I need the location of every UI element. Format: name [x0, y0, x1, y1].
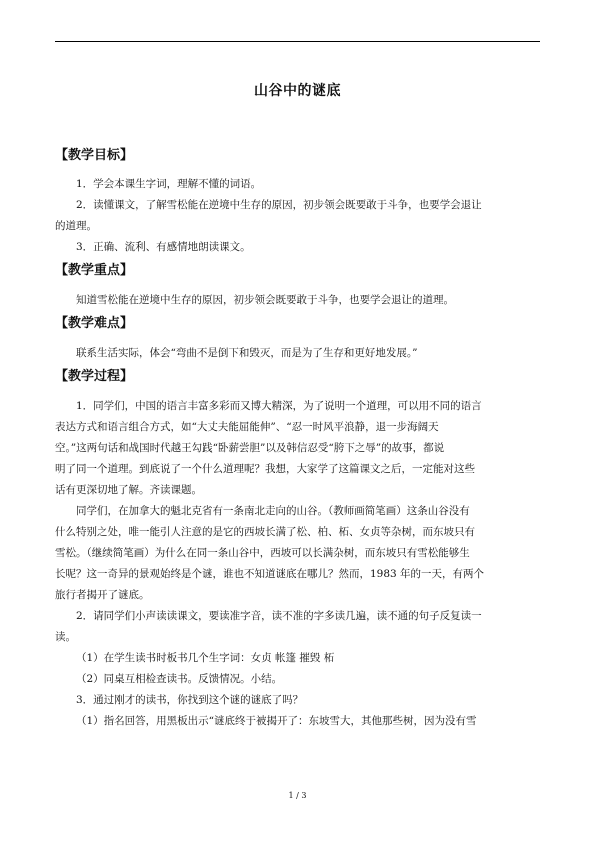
- document-body: [55, 143, 542, 732]
- key-point-text: 知道雪松能在逆境中生存的原因，初步领会既要敢于斗争，也要学会退让的道理。: [76, 294, 454, 306]
- process-line: （2）同桌互相检查读书。反馈情况。小结。: [76, 673, 283, 685]
- process-line: 同学们，在加拿大的魁北克省有一条南北走向的山谷。（教师画简笔画）这条山谷没有: [76, 505, 470, 517]
- page-title: 山谷中的谜底: [254, 83, 341, 99]
- process-line: 明了同一个道理。到底说了一个什么道理呢？我想，大家学了这篇课文之后，一定能对这些: [55, 463, 475, 475]
- goal-item-1: 1．学会本课生字词，理解不懂的词语。: [76, 178, 262, 190]
- goal-item-3: 3．正确、流利、有感情地朗读课文。: [76, 241, 251, 253]
- process-line: （1）指名回答，用黑板出示“谜底终于被揭开了：东坡雪大，其他那些树，因为没有雪: [76, 715, 477, 727]
- process-line: 长呢？这一奇异的景观始终是个谜，谁也不知道谜底在哪儿？然而，1983 年的一天，有两个: [55, 568, 485, 580]
- process-line: 空。”这两句话和战国时代越王勾践“卧薪尝胆”以及韩信忍受“胯下之辱”的故事，都说: [55, 442, 445, 454]
- section-heading-difficulty: 【教学难点】: [55, 316, 134, 331]
- section-heading-key: 【教学重点】: [55, 263, 134, 278]
- goal-item-2-cont: 的道理。: [55, 220, 97, 232]
- process-line: 1．同学们，中国的语言丰富多彩而又博大精深，为了说明一个道理，可以用不同的语言: [76, 400, 482, 412]
- goal-item-2: 2．读懂课文，了解雪松能在逆境中生存的原因，初步领会既要敢于斗争，也要学会退让: [76, 199, 482, 211]
- process-line: 旅行者揭开了谜底。: [55, 589, 150, 601]
- header-rule: [55, 41, 540, 42]
- process-line: 3．通过刚才的读书，你找到这个谜的谜底了吗？: [76, 694, 304, 706]
- process-line: 什么特别之处，唯一能引人注意的是它的西坡长满了松、柏、柘、女贞等杂树，而东坡只有: [55, 526, 475, 538]
- process-line: 话有更深切地了解。齐读课题。: [55, 484, 202, 496]
- difficulty-text: 联系生活实际，体会“弯曲不是倒下和毁灭，而是为了生存和更好地发展。”: [76, 347, 418, 359]
- section-heading-goals: 【教学目标】: [55, 148, 134, 163]
- process-line: 雪松。（继续简笔画）为什么在同一条山谷中，西坡可以长满杂树，而东坡只有雪松能够生: [55, 547, 470, 559]
- process-line: （1）在学生读书时板书几个生字词：女贞 帐篷 摧毁 柘: [76, 652, 335, 664]
- process-line: 2．请同学们小声读读课文，要读准字音，读不准的字多读几遍，读不通的句子反复读一: [76, 610, 482, 622]
- section-heading-process: 【教学过程】: [55, 369, 134, 384]
- process-line: 表达方式和语言组合方式，如“大丈夫能屈能伸”、“忍一时风平浪静，退一步海阔天: [55, 421, 439, 433]
- process-line: 读。: [55, 631, 76, 643]
- page-number: 1 / 3: [288, 791, 307, 800]
